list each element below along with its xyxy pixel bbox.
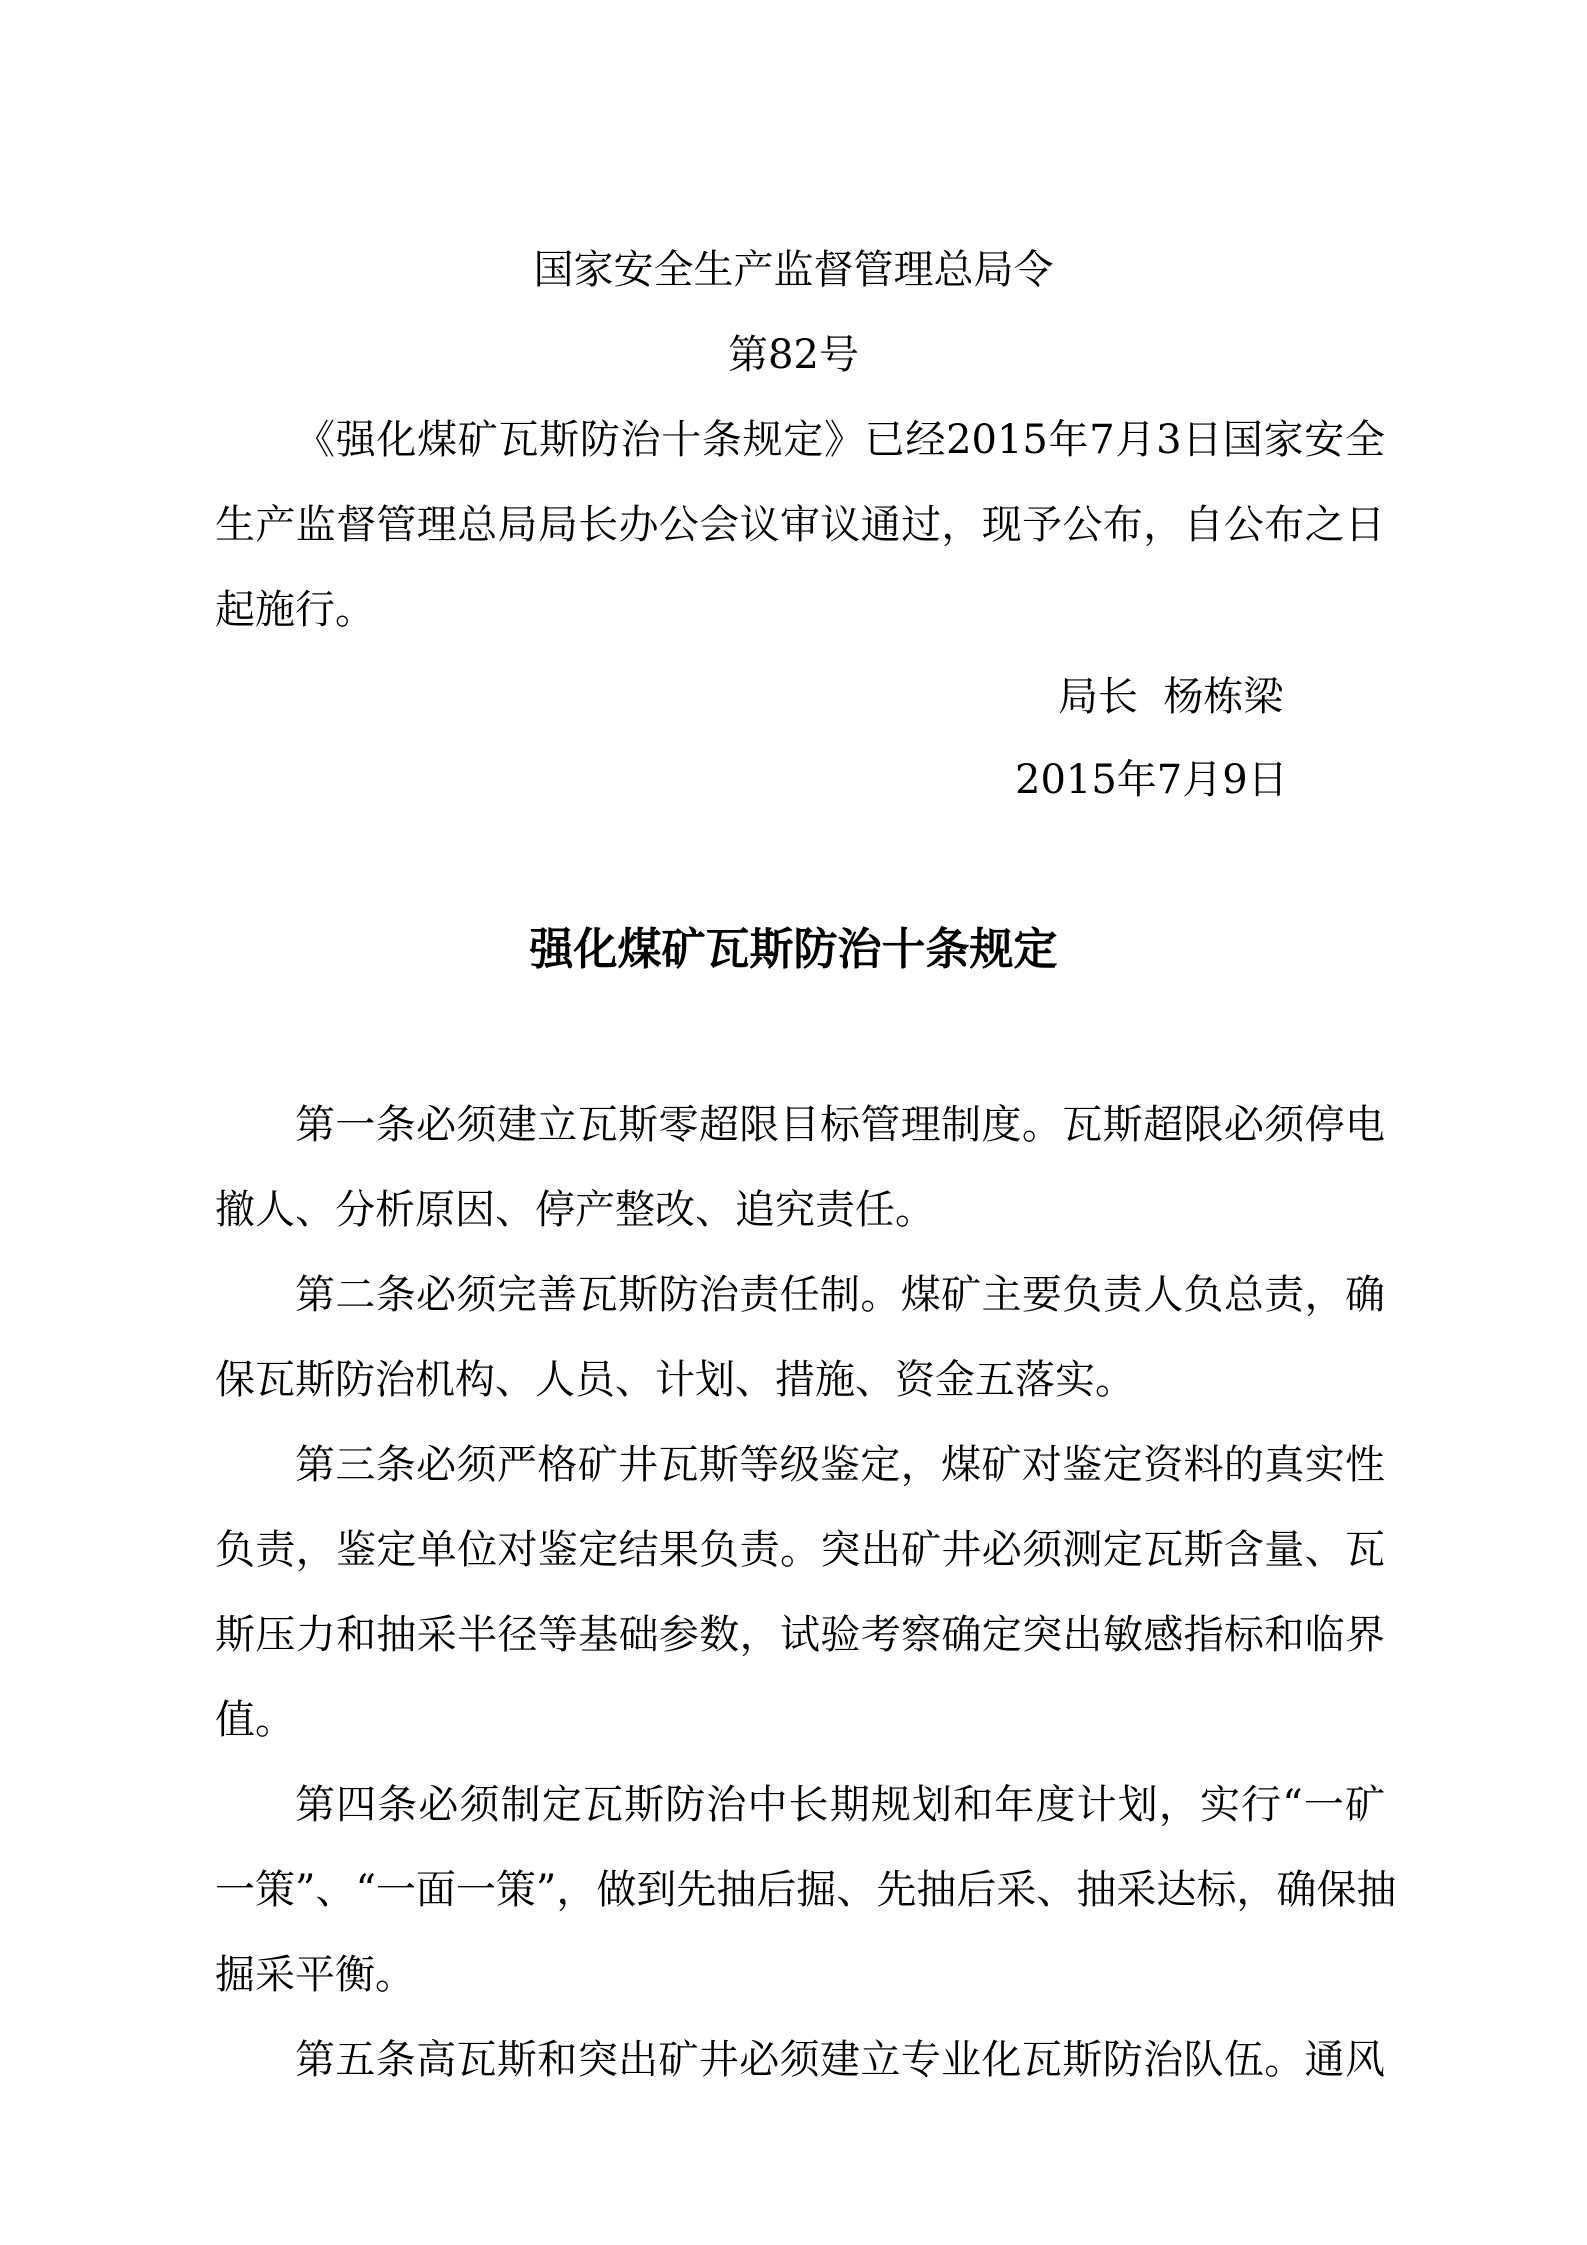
article-3-line-2: 负责，鉴定单位对鉴定结果负责。突出矿井必须测定瓦斯含量、瓦	[215, 1527, 1385, 1573]
article-1-line-2: 撤人、分析原因、停产整改、追究责任。	[215, 1187, 935, 1233]
article-3-line-3: 斯压力和抽采半径等基础参数，试验考察确定突出敏感指标和临界	[215, 1612, 1385, 1658]
order-body-line-1: 《强化煤矿瓦斯防治十条规定》已经2015年7月3日国家安全	[295, 417, 1385, 463]
article-3-line-4: 值。	[215, 1697, 295, 1743]
article-2-line-2: 保瓦斯防治机构、人员、计划、措施、资金五落实。	[215, 1357, 1135, 1403]
article-4-line-3: 掘采平衡。	[215, 1952, 415, 1998]
article-4-line-2: 一策”、“一面一策”，做到先抽后掘、先抽后采、抽采达标，确保抽	[215, 1867, 1397, 1913]
order-body-line-3: 起施行。	[215, 587, 375, 633]
order-issuer-heading: 国家安全生产监督管理总局令	[533, 247, 1054, 293]
order-date: 2015年7月9日	[1015, 757, 1288, 803]
article-4-line-1: 第四条必须制定瓦斯防治中长期规划和年度计划，实行“一矿	[295, 1782, 1385, 1828]
article-1-line-1: 第一条必须建立瓦斯零超限目标管理制度。瓦斯超限必须停电	[295, 1102, 1385, 1148]
order-number: 第82号	[728, 332, 859, 378]
order-body-line-2: 生产监督管理总局局长办公会议审议通过，现予公布，自公布之日	[215, 502, 1385, 548]
signature: 局长 杨栋梁	[1058, 674, 1284, 720]
article-5-line-1: 第五条高瓦斯和突出矿井必须建立专业化瓦斯防治队伍。通风	[295, 2037, 1385, 2083]
article-3-line-1: 第三条必须严格矿井瓦斯等级鉴定，煤矿对鉴定资料的真实性	[295, 1442, 1385, 1488]
regulation-title: 强化煤矿瓦斯防治十条规定	[529, 924, 1058, 975]
article-2-line-1: 第二条必须完善瓦斯防治责任制。煤矿主要负责人负总责，确	[295, 1272, 1385, 1318]
